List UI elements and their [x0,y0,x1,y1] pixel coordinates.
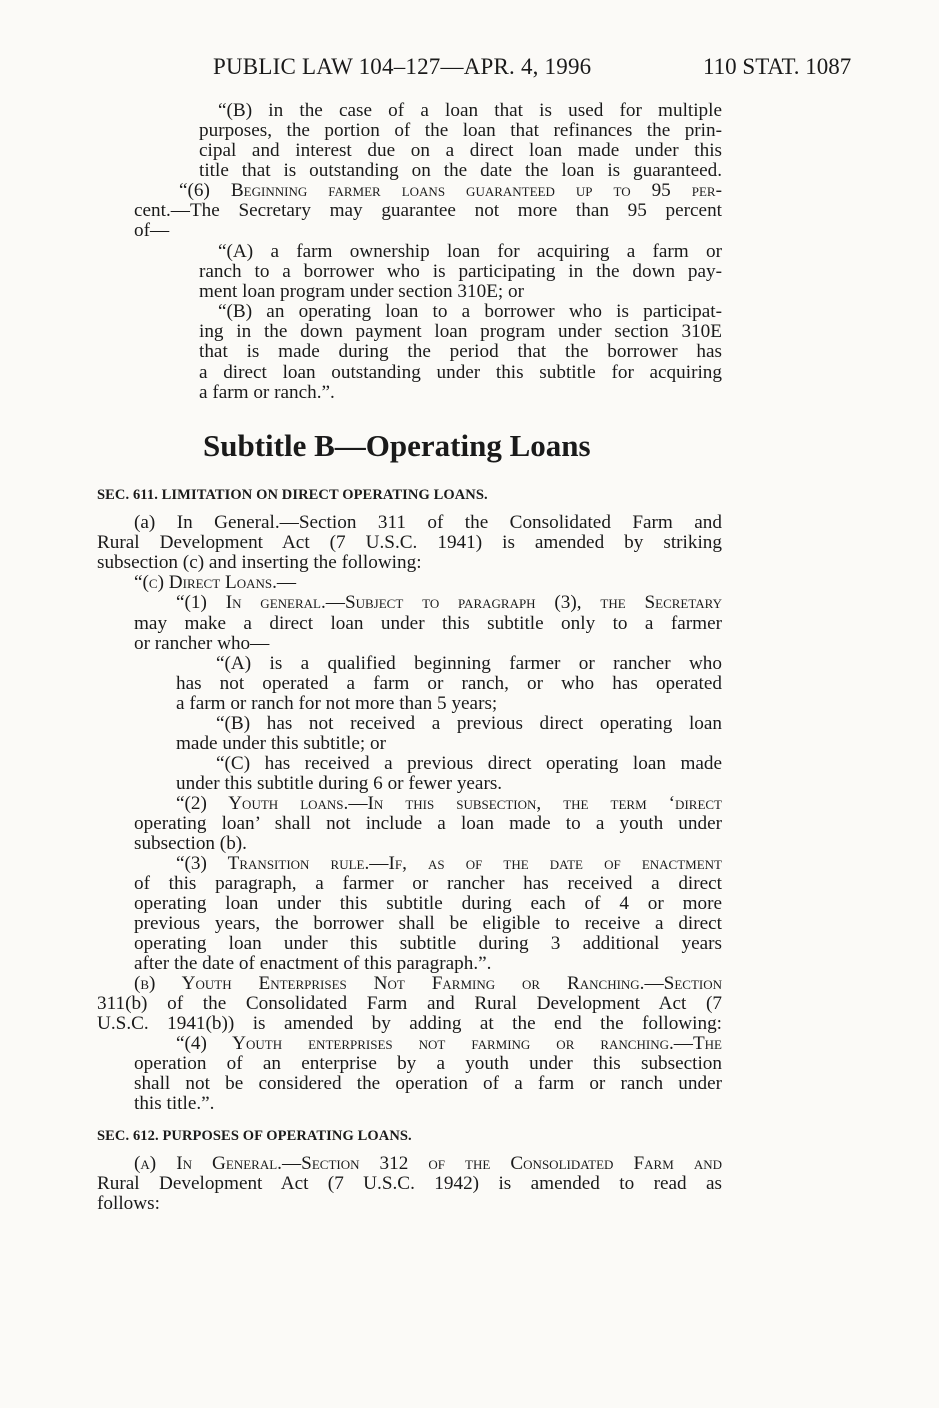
text-line: a farm or ranch for not more than 5 years; [176,693,498,714]
text-line: “(B) has not received a previous direct operating loan [216,713,722,734]
text-line: (a) In General.—Section 311 of the Consolidated Farm and [134,512,722,533]
text-line: ment loan program under section 310E; or [199,281,525,302]
text-line: “(C) has received a previous direct operating loan made [216,753,722,774]
text-line: a farm or ranch.”. [199,382,335,403]
text-line: (a) In General.—Section 312 of the Consolidated Farm and [134,1153,722,1174]
text-line: “(B) in the case of a loan that is used for multiple [218,100,722,121]
text-line: purposes, the portion of the loan that refinances the prin- [199,120,722,141]
text-line: has not operated a farm or ranch, or who has operated [176,673,722,694]
subtitle-heading: Subtitle B—Operating Loans [203,428,591,463]
text-line: may make a direct loan under this subtitle only to a farmer [134,613,722,634]
text-line: operating loan’ shall not include a loan made to a youth under [134,813,722,834]
text-line: subsection (c) and inserting the following: [97,552,422,573]
text-line: cipal and interest due on a direct loan made under this [199,140,722,161]
text-line: shall not be considered the operation of a farm or ranch under [134,1073,722,1094]
text-line: subsection (b). [134,833,247,854]
text-line: (b) Youth Enterprises Not Farming or Ranching.—Section [134,973,722,994]
text-line: or rancher who— [134,633,270,654]
text-line: “(2) Youth loans.—In this subsection, the term ‘direct [176,793,722,814]
text-line: “(A) is a qualified beginning farmer or rancher who [216,653,722,674]
text-line: Rural Development Act (7 U.S.C. 1942) is amended to read as [97,1173,722,1194]
text-line: of— [134,220,170,241]
text-line: made under this subtitle; or [176,733,386,754]
text-line: under this subtitle during 6 or fewer years. [176,773,503,794]
text-line: ranch to a borrower who is participating in the down pay- [199,261,722,282]
text-line: a direct loan outstanding under this subtitle for acquiring [199,362,722,383]
text-line: title that is outstanding on the date the loan is guaranteed. [199,160,722,181]
text-line: “(1) In general.—Subject to paragraph (3), the Secretary [176,592,722,613]
law-citation-header: PUBLIC LAW 104–127—APR. 4, 1996 [213,54,592,79]
text-line: this title.”. [134,1093,215,1114]
text-line: cent.—The Secretary may guarantee not more than 95 percent [134,200,722,221]
text-line: follows: [97,1193,160,1214]
text-line: “(3) Transition rule.—If, as of the date of enactment [176,853,722,874]
text-line: “(B) an operating loan to a borrower who is participat- [218,301,722,322]
text-line: after the date of enactment of this paragraph.”. [134,953,492,974]
text-line: “(c) Direct Loans.— [134,572,297,593]
text-line: operation of an enterprise by a youth under this subsection [134,1053,722,1074]
text-line: operating loan under this subtitle during 3 additional years [134,933,722,954]
section-612-heading: SEC. 612. PURPOSES OF OPERATING LOANS. [97,1128,412,1144]
text-line: of this paragraph, a farmer or rancher has received a direct [134,873,722,894]
text-line: U.S.C. 1941(b)) is amended by adding at the end the following: [97,1013,722,1034]
text-line: 311(b) of the Consolidated Farm and Rural Development Act (7 [97,993,722,1014]
section-611-heading: SEC. 611. LIMITATION ON DIRECT OPERATING LOANS. [97,487,488,503]
text-line: previous years, the borrower shall be eligible to receive a direct [134,913,722,934]
text-line: ing in the down payment loan program under section 310E [199,321,722,342]
text-line: “(A) a farm ownership loan for acquiring a farm or [218,241,722,262]
text-line: “(4) Youth enterprises not farming or ranching.—The [176,1033,722,1054]
text-line: operating loan under this subtitle during each of 4 or more [134,893,722,914]
text-line: Rural Development Act (7 U.S.C. 1941) is amended by striking [97,532,722,553]
text-line: “(6) Beginning farmer loans guaranteed up to 95 per- [179,180,722,201]
stat-page-number: 110 STAT. 1087 [703,54,852,79]
text-line: that is made during the period that the borrower has [199,341,722,362]
